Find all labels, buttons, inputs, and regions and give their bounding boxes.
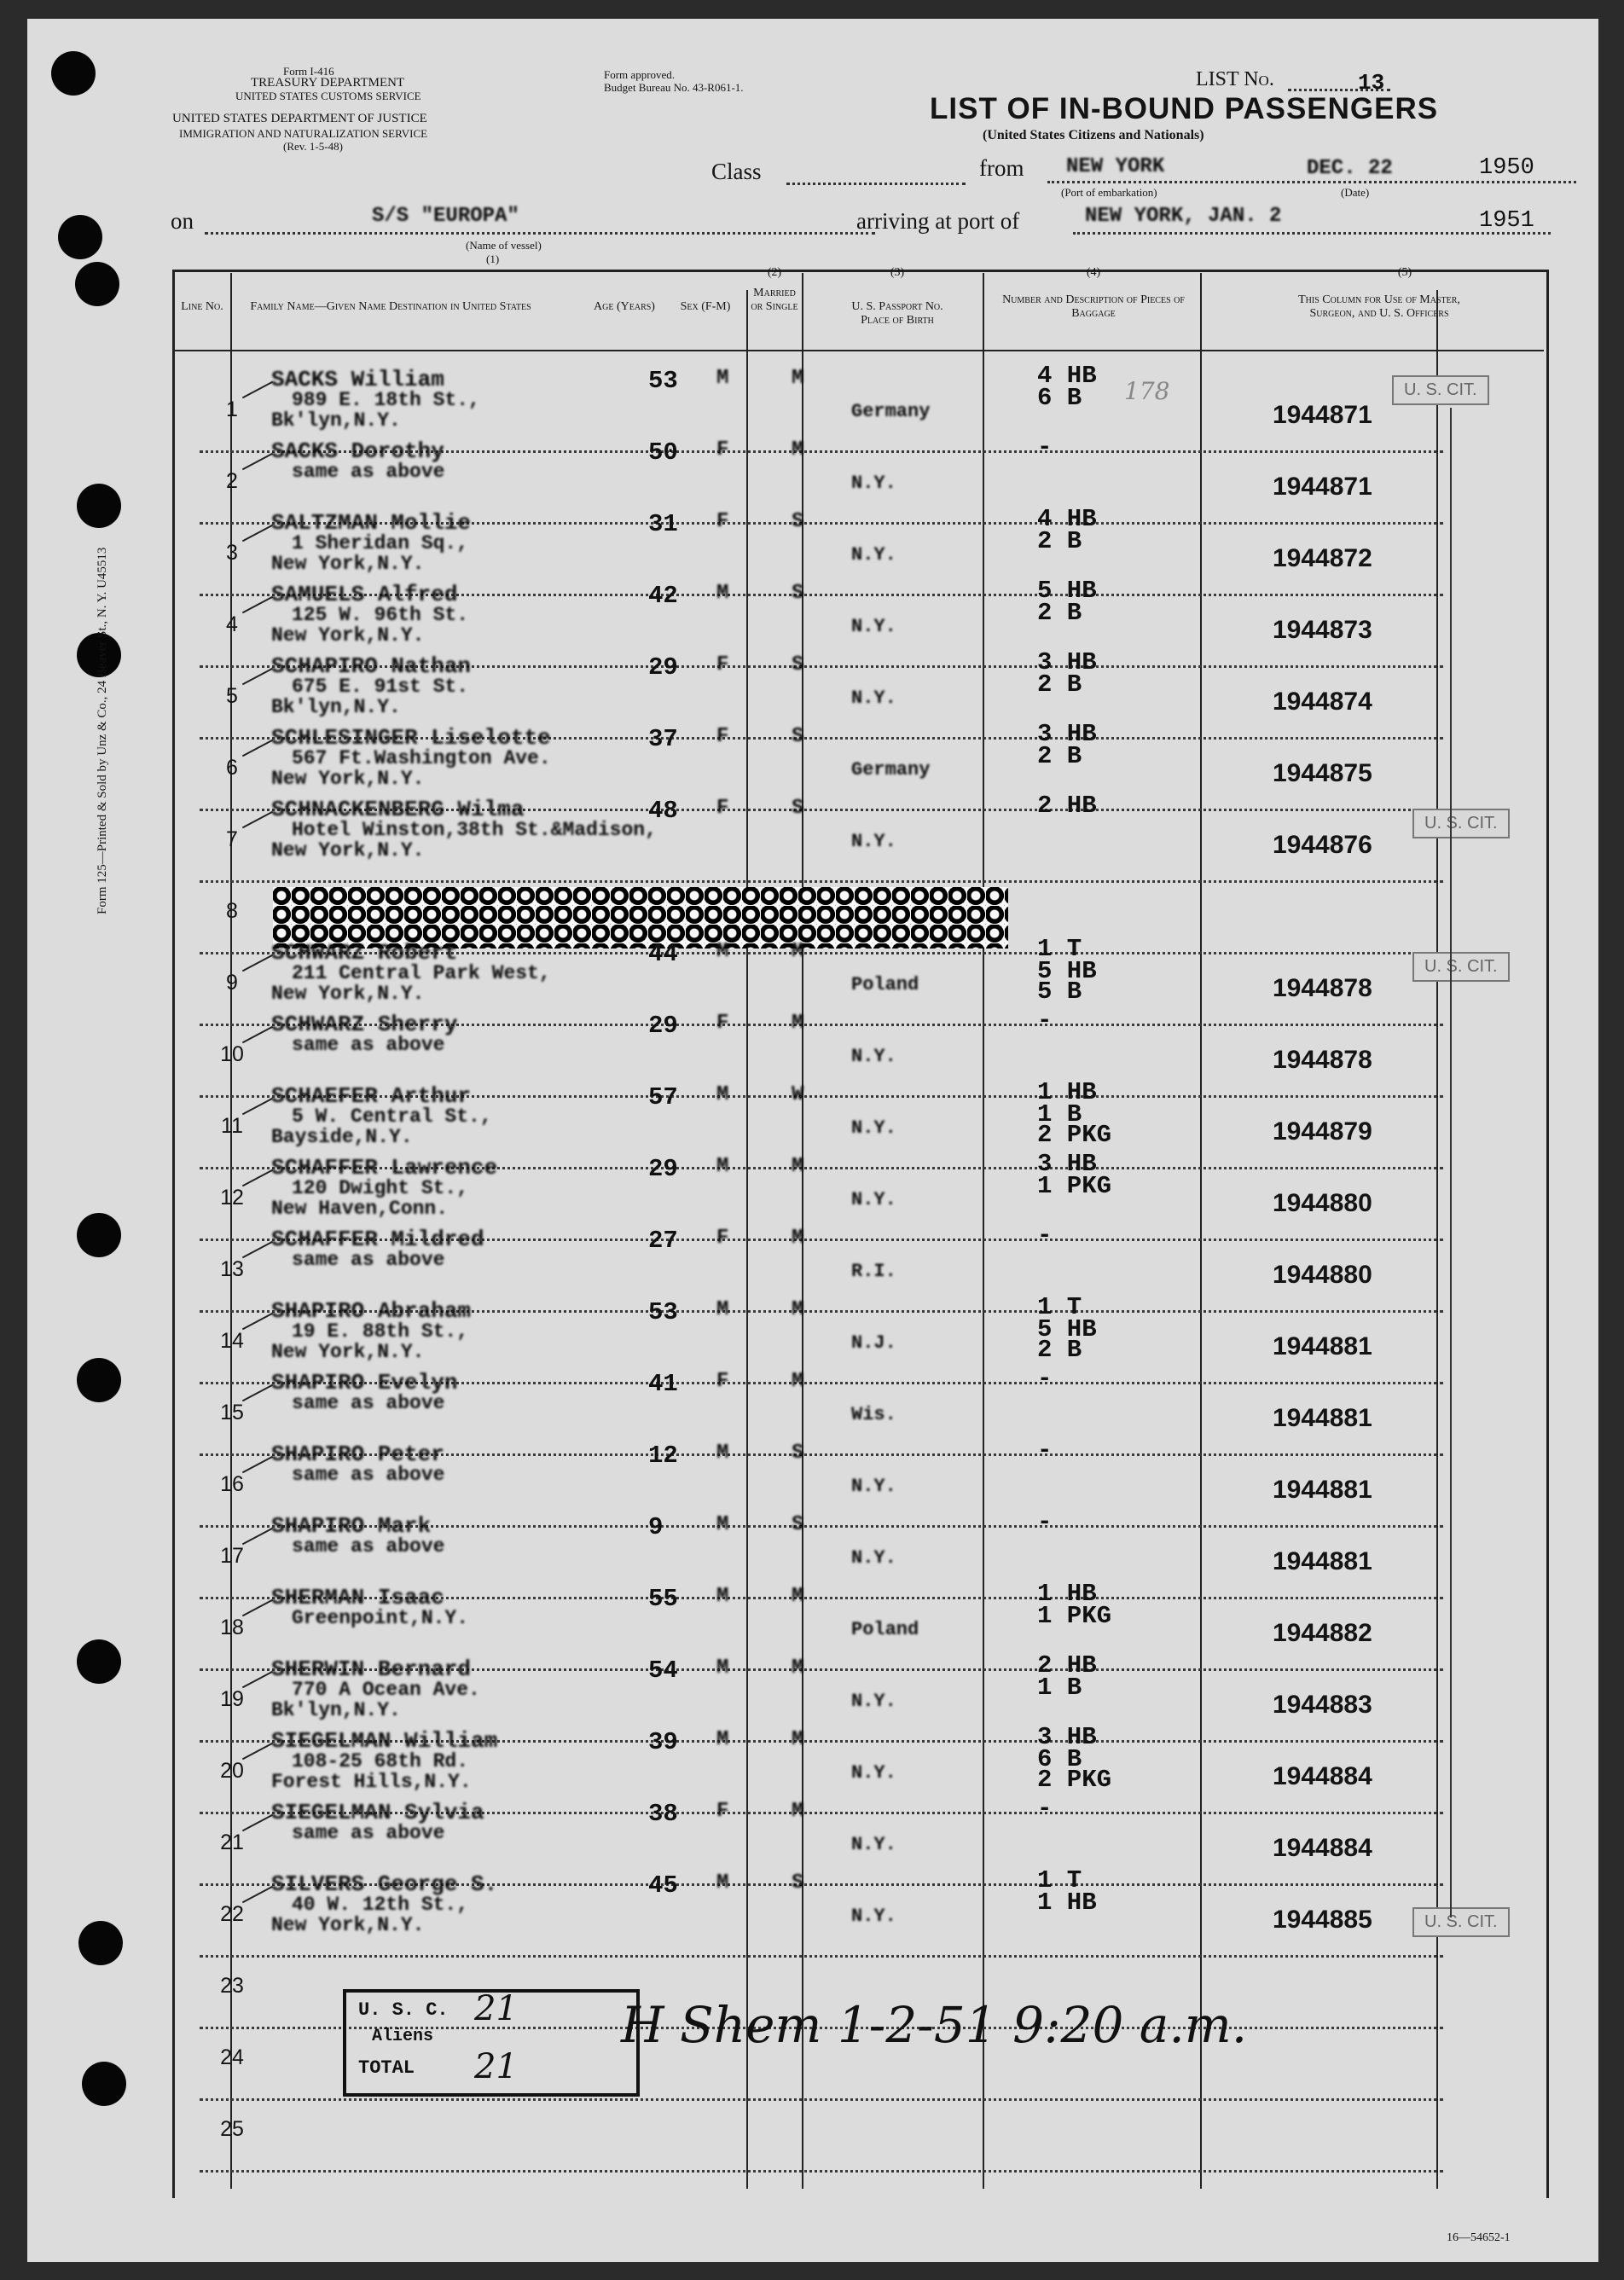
age: 27: [648, 1227, 678, 1255]
justice-label: UNITED STATES DEPARTMENT OF JUSTICE: [172, 112, 427, 125]
line-number: 2: [226, 469, 238, 493]
departure-date: DEC. 22: [1307, 157, 1393, 180]
age: 37: [648, 725, 678, 753]
officer-number: 1944876: [1273, 831, 1372, 859]
officer-number: 1944878: [1273, 974, 1372, 1002]
passenger-name: SCHNACKENBERG Wilma: [271, 797, 525, 822]
destination-line-1: 19 E. 88th St.,: [292, 1320, 469, 1343]
destination-line-1: 989 E. 18th St.,: [292, 389, 480, 411]
col-officer: This Column for Use of Master, Surgeon, and U. S. Officers: [1298, 293, 1460, 320]
passenger-name: SALTZMAN Mollie: [271, 510, 472, 536]
destination-line-2: New York,N.Y.: [271, 1341, 425, 1363]
customs-label: UNITED STATES CUSTOMS SERVICE: [235, 90, 421, 102]
destination-line-2: New York,N.Y.: [271, 1914, 425, 1936]
destination-line-1: 40 W. 12th St.,: [292, 1894, 469, 1916]
baggage-line-1: 2 HB: [1037, 1651, 1097, 1680]
arrival-year: 1951: [1479, 208, 1534, 234]
destination-line-1: same as above: [292, 1464, 445, 1486]
sex: F: [716, 1227, 729, 1250]
line-number: 18: [220, 1616, 244, 1639]
place-of-birth: N.J.: [851, 1332, 896, 1354]
officer-number: 1944871: [1273, 473, 1372, 501]
sex: F: [716, 653, 729, 676]
place-of-birth: Wis.: [851, 1404, 896, 1425]
age: 31: [648, 510, 678, 538]
total-label: TOTAL: [358, 2057, 415, 2079]
officer-number: 1944879: [1273, 1117, 1372, 1146]
sex: M: [716, 1442, 729, 1465]
officer-number: 1944880: [1273, 1189, 1372, 1217]
passenger-name: SHERMAN Isaac: [271, 1585, 444, 1610]
destination-line-1: same as above: [292, 461, 445, 483]
sex: M: [716, 1083, 729, 1106]
marital-status: S: [792, 1871, 804, 1894]
destination-line-2: New York,N.Y.: [271, 839, 425, 862]
col-married-no: (2): [767, 266, 782, 279]
place-of-birth: N.Y.: [851, 1762, 896, 1784]
line-number: 17: [220, 1544, 244, 1568]
officer-number: 1944881: [1273, 1404, 1372, 1432]
passenger-name: SACKS William: [271, 367, 444, 392]
destination-line-1: Greenpoint,N.Y.: [292, 1607, 469, 1629]
baggage-line-2: 1 B: [1037, 1100, 1082, 1128]
place-of-birth: N.Y.: [851, 1691, 896, 1712]
page-subtitle: (United States Citizens and Nationals): [983, 128, 1204, 142]
baggage-line-2: 1 HB: [1037, 1888, 1097, 1917]
officer-number: 1944881: [1273, 1332, 1372, 1360]
baggage-line-2: 1 PKG: [1037, 1602, 1112, 1630]
baggage-line-1: 3 HB: [1037, 648, 1097, 676]
place-of-birth: Germany: [851, 401, 931, 422]
sex: F: [716, 510, 729, 533]
punch-hole: [82, 2062, 126, 2106]
baggage-line-1: 1 T: [1037, 935, 1082, 963]
usc-label: U. S. C.: [358, 1999, 449, 2021]
destination-line-1: 211 Central Park West,: [292, 962, 551, 984]
destination-line-1: same as above: [292, 1249, 445, 1271]
line-number: 8: [226, 899, 238, 923]
age: 54: [648, 1656, 678, 1685]
marital-status: M: [792, 367, 804, 390]
sex: M: [716, 1513, 729, 1536]
marital-status: M: [792, 1728, 804, 1751]
punch-hole: [77, 1358, 121, 1402]
line-number: 21: [220, 1830, 244, 1854]
baggage-line-1: 1 T: [1037, 1293, 1082, 1321]
col-officer-no: (5): [1397, 266, 1412, 279]
baggage-line-1: -: [1037, 1795, 1053, 1823]
baggage-line-1: -: [1037, 1007, 1053, 1035]
line-number: 19: [220, 1687, 244, 1711]
baggage-line-1: 3 HB: [1037, 1150, 1097, 1178]
punch-hole: [77, 1639, 121, 1684]
vessel-note: (Name of vessel): [466, 239, 542, 252]
baggage-line-2: 5 HB: [1037, 957, 1097, 985]
age: 12: [648, 1442, 678, 1470]
punch-hole: [51, 51, 96, 96]
age: 45: [648, 1871, 678, 1900]
destination-line-1: 108-25 68th Rd.: [292, 1750, 469, 1772]
officer-number: 1944881: [1273, 1476, 1372, 1504]
printer-note: Form 125—Printed & Sold by Unz & Co., 24 Beaver St., N. Y. U45513: [96, 547, 109, 914]
destination-line-1: 5 W. Central St.,: [292, 1105, 492, 1128]
destination-line-1: Hotel Winston,38th St.&Madison,: [292, 819, 657, 841]
line-number: 25: [220, 2117, 244, 2141]
destination-line-2: New York,N.Y.: [271, 553, 425, 575]
place-of-birth: N.Y.: [851, 1906, 896, 1927]
baggage-line-3: 2 B: [1037, 1336, 1082, 1364]
inspector-signature: H Shem 1-2-51 9:20 a.m.: [621, 1996, 1248, 2054]
destination-line-1: 120 Dwight St.,: [292, 1177, 469, 1199]
officer-number: 1944884: [1273, 1762, 1372, 1790]
baggage-line-2: 5 HB: [1037, 1315, 1097, 1343]
marital-status: M: [792, 1370, 804, 1393]
sex: M: [716, 367, 729, 390]
punch-hole: [77, 484, 121, 528]
marital-status: M: [792, 940, 804, 963]
baggage-line-1: -: [1037, 1508, 1053, 1536]
line-number: 14: [220, 1329, 244, 1353]
destination-line-1: 675 E. 91st St.: [292, 676, 469, 698]
passenger-name: SCHAEFER Arthur: [271, 1083, 472, 1109]
ins-label: IMMIGRATION AND NATURALIZATION SERVICE: [179, 127, 428, 140]
passenger-name: SACKS Dorothy: [271, 438, 444, 464]
passenger-name: SHAPIRO Mark: [271, 1513, 432, 1539]
place-of-birth: Poland: [851, 1619, 919, 1640]
arriving-label: arriving at port of: [856, 208, 1020, 234]
approved-label: Form approved.: [604, 68, 676, 81]
passenger-name: SHERWIN Bernard: [271, 1656, 472, 1682]
line-number: 12: [220, 1186, 244, 1210]
place-of-birth: N.Y.: [851, 1046, 896, 1067]
col-passport: U. S. Passport No. Place of Birth: [851, 300, 943, 327]
baggage-line-1: 5 HB: [1037, 577, 1097, 605]
officer-number: 1944875: [1273, 759, 1372, 787]
age: 9: [648, 1513, 664, 1541]
totals-box: [343, 1989, 640, 2097]
baggage-line-1: 1 T: [1037, 1866, 1082, 1894]
destination-line-1: same as above: [292, 1822, 445, 1844]
line-number: 24: [220, 2045, 244, 2069]
destination-line-2: Bayside,N.Y.: [271, 1126, 413, 1148]
destination-line-2: Bk'lyn,N.Y.: [271, 409, 401, 432]
col-line: Line No.: [181, 300, 223, 313]
sex: M: [716, 1728, 729, 1751]
date-note: (Date): [1341, 186, 1370, 199]
place-of-birth: N.Y.: [851, 616, 896, 637]
sex: F: [716, 1370, 729, 1393]
sex: F: [716, 1800, 729, 1823]
marital-status: M: [792, 1585, 804, 1608]
marital-status: M: [792, 438, 804, 461]
passenger-name: SILVERS George S.: [271, 1871, 498, 1897]
baggage-line-1: -: [1037, 1436, 1053, 1465]
from-label: from: [979, 155, 1024, 181]
rev-label: (Rev. 1-5-48): [283, 140, 343, 153]
passenger-name: SCHAFFER Mildred: [271, 1227, 484, 1252]
age: 53: [648, 367, 678, 395]
marital-status: M: [792, 1800, 804, 1823]
officer-number: 1944872: [1273, 544, 1372, 572]
passenger-name: SCHAFFER Lawrence: [271, 1155, 498, 1181]
list-no: 13: [1358, 70, 1385, 96]
destination-line-2: New York,N.Y.: [271, 624, 425, 647]
officer-number: 1944880: [1273, 1261, 1372, 1289]
col-sex: Sex (F-M): [680, 300, 731, 313]
us-cit-stamp: U. S. CIT.: [1412, 1907, 1510, 1937]
vessel-col: (1): [486, 252, 500, 265]
class-label: Class: [711, 159, 762, 184]
total-value: 21: [474, 2047, 518, 2086]
age: 29: [648, 1155, 678, 1183]
destination-line-1: same as above: [292, 1392, 445, 1414]
baggage-line-1: -: [1037, 1365, 1053, 1393]
age: 38: [648, 1800, 678, 1828]
line-number: 16: [220, 1472, 244, 1496]
arrival-port: NEW YORK, JAN. 2: [1085, 205, 1282, 228]
destination-line-1: 125 W. 96th St.: [292, 604, 469, 626]
age: 39: [648, 1728, 678, 1756]
place-of-birth: N.Y.: [851, 1547, 896, 1569]
page-title: LIST OF IN-BOUND PASSENGERS: [930, 92, 1439, 125]
destination-line-2: Bk'lyn,N.Y.: [271, 696, 401, 718]
line-number: 10: [220, 1042, 244, 1066]
col-married: Married or Single: [751, 287, 798, 313]
passenger-name: SHAPIRO Evelyn: [271, 1370, 458, 1395]
place-of-birth: N.Y.: [851, 1117, 896, 1139]
col-name: Family Name—Given Name Destination in United States: [250, 300, 531, 313]
baggage-line-2: 1 B: [1037, 1674, 1082, 1702]
manifest-sheet: [27, 19, 1598, 2262]
passenger-name: SCHWARZ Sherry: [271, 1012, 458, 1037]
line-number: 15: [220, 1401, 244, 1424]
baggage-line-2: 6 B: [1037, 384, 1082, 412]
col-baggage: Number and Description of Pieces of Baggage: [1002, 293, 1185, 320]
sex: F: [716, 797, 729, 820]
age: 44: [648, 940, 678, 968]
punch-hole: [58, 215, 102, 259]
place-of-birth: N.Y.: [851, 687, 896, 709]
sex: F: [716, 725, 729, 748]
baggage-line-1: 1 HB: [1037, 1078, 1097, 1106]
officer-number: 1944881: [1273, 1547, 1372, 1575]
baggage-line-2: 2 B: [1037, 670, 1082, 699]
line-number: 4: [226, 612, 238, 636]
vessel-name: S/S "EUROPA": [372, 205, 519, 228]
aliens-label: Aliens: [372, 2027, 434, 2046]
passenger-name: SCHWARZ Robert: [271, 940, 458, 966]
passenger-name: SIEGELMAN William: [271, 1728, 498, 1754]
baggage-line-3: 2 PKG: [1037, 1121, 1112, 1149]
marital-status: S: [792, 1513, 804, 1536]
line-number: 6: [226, 756, 238, 780]
sex: M: [716, 1298, 729, 1321]
passenger-name: SCHLESINGER Liselotte: [271, 725, 551, 751]
baggage-line-1: -: [1037, 1221, 1053, 1250]
marital-status: S: [792, 725, 804, 748]
line-number: 7: [226, 827, 238, 851]
marital-status: S: [792, 510, 804, 533]
destination-line-1: 770 A Ocean Ave.: [292, 1679, 480, 1701]
officer-number: 1944871: [1273, 401, 1372, 429]
punch-hole: [78, 1921, 123, 1965]
line-number: 23: [220, 1974, 244, 1998]
marital-status: M: [792, 1227, 804, 1250]
line-number: 22: [220, 1902, 244, 1926]
form-number: Form I-416: [283, 65, 334, 78]
destination-line-2: New Haven,Conn.: [271, 1198, 449, 1220]
place-of-birth: N.Y.: [851, 544, 896, 566]
officer-number: 1944874: [1273, 687, 1372, 716]
age: 57: [648, 1083, 678, 1111]
line-number: 20: [220, 1759, 244, 1783]
officer-number: 1944873: [1273, 616, 1372, 644]
sex: M: [716, 1871, 729, 1894]
age: 29: [648, 1012, 678, 1040]
destination-line-2: Bk'lyn,N.Y.: [271, 1699, 401, 1721]
baggage-line-2: 2 B: [1037, 599, 1082, 627]
footer-code: 16—54652-1: [1447, 2231, 1511, 2244]
marital-status: S: [792, 653, 804, 676]
marital-status: W: [792, 1083, 804, 1106]
col-passport-no: (3): [890, 266, 905, 279]
line-number: 11: [221, 1114, 243, 1138]
officer-number: 1944884: [1273, 1834, 1372, 1862]
destination-line-2: New York,N.Y.: [271, 983, 425, 1005]
baggage-line-1: 2 HB: [1037, 792, 1097, 820]
port-embark-note: (Port of embarkation): [1061, 186, 1157, 199]
marital-status: S: [792, 1442, 804, 1465]
baggage-line-1: 3 HB: [1037, 720, 1097, 748]
baggage-line-1: -: [1037, 433, 1053, 461]
punch-hole: [77, 1213, 121, 1257]
sex: M: [716, 1585, 729, 1608]
port-embarkation: NEW YORK: [1066, 155, 1165, 178]
on-label: on: [171, 208, 194, 234]
baggage-line-2: 6 B: [1037, 1745, 1082, 1773]
age: 48: [648, 797, 678, 825]
baggage-line-2: 2 B: [1037, 742, 1082, 770]
destination-line-1: 1 Sheridan Sq.,: [292, 532, 469, 554]
marital-status: M: [792, 1155, 804, 1178]
destination-line-1: same as above: [292, 1034, 445, 1056]
baggage-line-2: 2 B: [1037, 527, 1082, 555]
sex: F: [716, 1012, 729, 1035]
list-no-label: LIST No.: [1196, 68, 1274, 90]
col-baggage-no: (4): [1086, 266, 1101, 279]
age: 42: [648, 582, 678, 610]
line-number: 13: [220, 1257, 244, 1281]
budget-label: Budget Bureau No. 43-R061-1.: [604, 81, 744, 94]
passenger-name: SIEGELMAN Sylvia: [271, 1800, 484, 1825]
sex: M: [716, 1155, 729, 1178]
sex: F: [716, 438, 729, 461]
place-of-birth: N.Y.: [851, 473, 896, 494]
departure-year: 1950: [1479, 155, 1534, 181]
marital-status: S: [792, 582, 804, 605]
place-of-birth: Germany: [851, 759, 931, 780]
destination-line-1: 567 Ft.Washington Ave.: [292, 747, 551, 769]
place-of-birth: N.Y.: [851, 1476, 896, 1497]
baggage-line-2: 1 PKG: [1037, 1172, 1112, 1200]
officer-number: 1944882: [1273, 1619, 1372, 1647]
usc-value: 21: [474, 1989, 518, 2028]
baggage-line-1: 4 HB: [1037, 362, 1097, 390]
sex: M: [716, 1656, 729, 1680]
passenger-name: SHAPIRO Abraham: [271, 1298, 472, 1324]
line-number: 9: [226, 971, 238, 995]
destination-line-2: Forest Hills,N.Y.: [271, 1771, 472, 1793]
line8-mark: 178: [1124, 377, 1170, 405]
age: 55: [648, 1585, 678, 1613]
marital-status: M: [792, 1012, 804, 1035]
treasury-label: TREASURY DEPARTMENT: [251, 76, 405, 90]
officer-number: 1944883: [1273, 1691, 1372, 1719]
destination-line-2: New York,N.Y.: [271, 768, 425, 790]
punch-hole: [75, 262, 119, 306]
officer-number: 1944885: [1273, 1906, 1372, 1934]
baggage-line-1: 1 HB: [1037, 1580, 1097, 1608]
place-of-birth: N.Y.: [851, 1189, 896, 1210]
line-number: 5: [226, 684, 238, 708]
line-number: 1: [226, 397, 238, 421]
sex: M: [716, 940, 729, 963]
marital-status: S: [792, 797, 804, 820]
officer-number: 1944878: [1273, 1046, 1372, 1074]
age: 50: [648, 438, 678, 467]
baggage-line-1: 3 HB: [1037, 1723, 1097, 1751]
place-of-birth: R.I.: [851, 1261, 896, 1282]
age: 29: [648, 653, 678, 682]
age: 41: [648, 1370, 678, 1398]
place-of-birth: N.Y.: [851, 1834, 896, 1855]
marital-status: M: [792, 1656, 804, 1680]
age: 53: [648, 1298, 678, 1326]
baggage-line-3: 5 B: [1037, 978, 1082, 1006]
col-age: Age (Years): [594, 300, 655, 313]
passenger-name: SHAPIRO Peter: [271, 1442, 444, 1467]
us-cit-stamp: U. S. CIT.: [1392, 375, 1489, 405]
marital-status: M: [792, 1298, 804, 1321]
baggage-line-1: 4 HB: [1037, 505, 1097, 533]
line-number: 3: [226, 541, 238, 565]
destination-line-1: same as above: [292, 1535, 445, 1558]
sex: M: [716, 582, 729, 605]
place-of-birth: Poland: [851, 974, 919, 995]
us-cit-stamp: U. S. CIT.: [1412, 952, 1510, 982]
passenger-name: SAMUELS Alfred: [271, 582, 458, 607]
us-cit-stamp: U. S. CIT.: [1412, 809, 1510, 838]
passenger-name: SCHAPIRO Nathan: [271, 653, 472, 679]
baggage-line-3: 2 PKG: [1037, 1766, 1112, 1794]
place-of-birth: N.Y.: [851, 831, 896, 852]
